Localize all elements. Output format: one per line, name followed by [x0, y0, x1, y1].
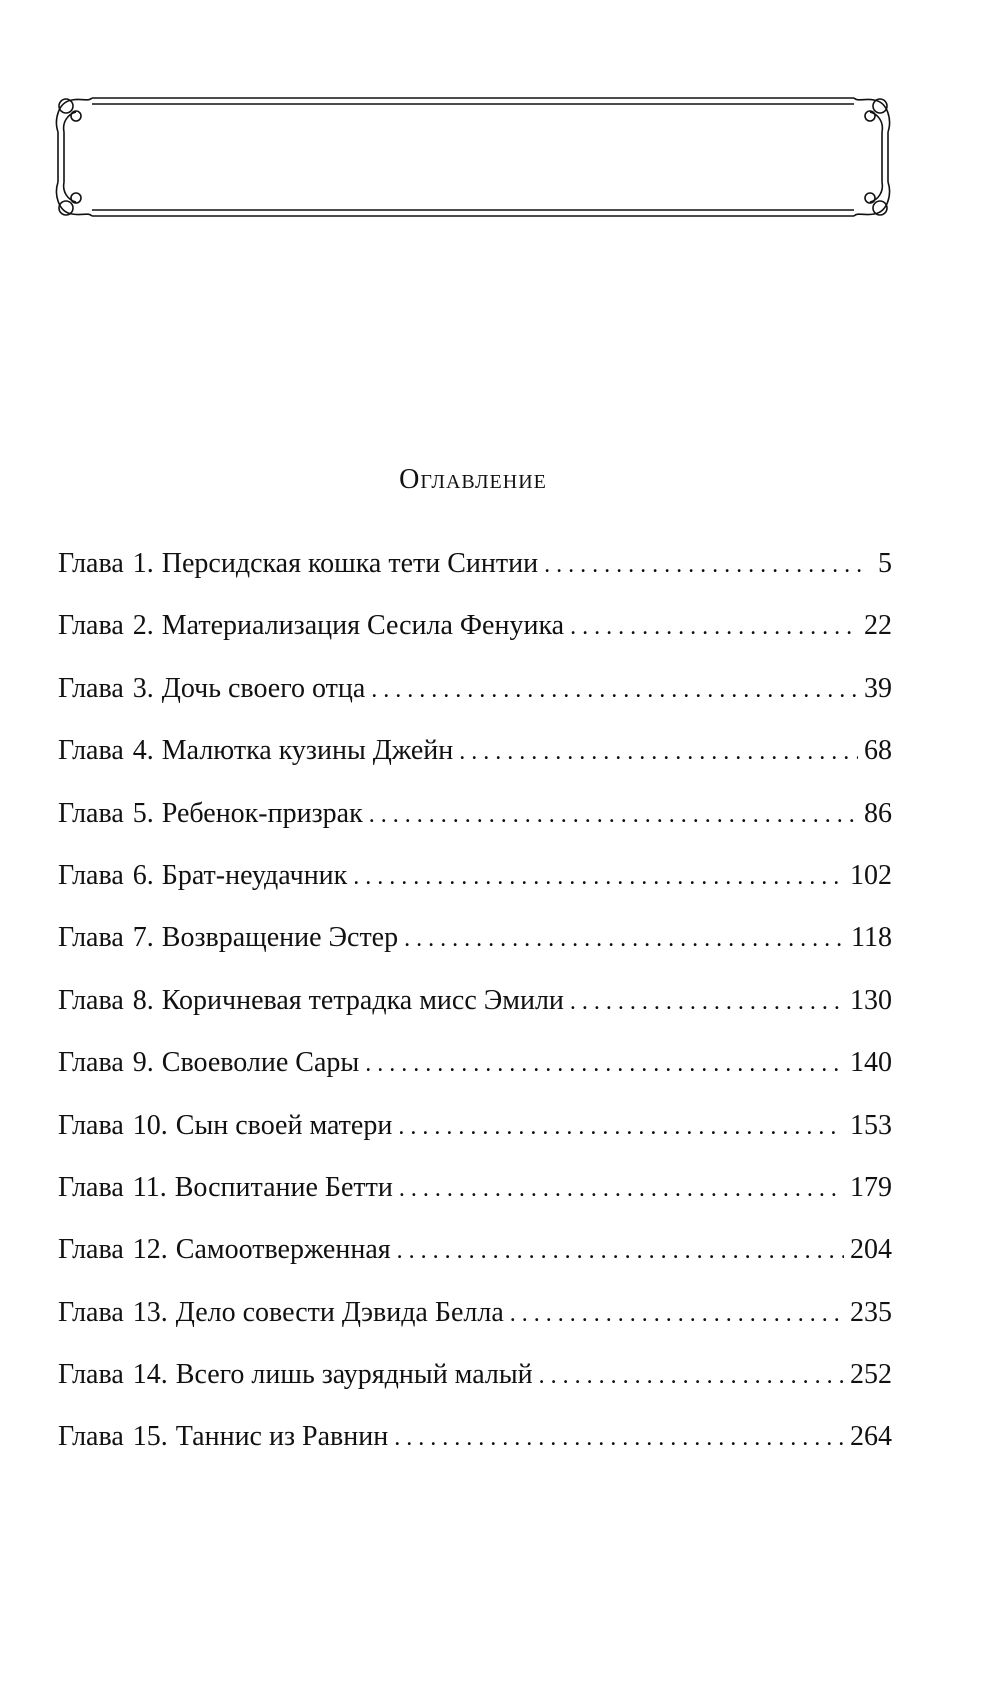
- toc-entry: [58, 1045, 892, 1107]
- toc-entry: [58, 608, 892, 670]
- chapter-word: Глава: [58, 610, 124, 642]
- page-number: 235: [850, 1296, 892, 1328]
- page-number: 86: [864, 797, 892, 829]
- chapter-number: 11.: [132, 1171, 167, 1203]
- table-of-contents: [58, 546, 892, 1482]
- chapter-title: Возвращение Эстер: [161, 922, 399, 954]
- chapter-number: 5.: [132, 797, 154, 829]
- chapter-title: Коричневая тетрадка мисс Эмили: [161, 984, 564, 1016]
- toc-entry: [58, 1357, 892, 1419]
- chapter-title: Брат-неудачник: [161, 859, 348, 891]
- page-number: 118: [851, 922, 892, 954]
- chapter-number: 4.: [132, 735, 154, 767]
- chapter-title: Персидская кошка тети Синтии: [161, 548, 539, 579]
- chapter-title: Самоотверженная: [175, 1234, 391, 1266]
- chapter-number: 3.: [132, 672, 154, 704]
- corner-scroll-bottom-right: [854, 182, 889, 216]
- chapter-number: 12.: [132, 1234, 168, 1266]
- ornamental-frame: [52, 92, 894, 222]
- page-number: 102: [850, 859, 892, 891]
- page-number: 130: [850, 984, 892, 1016]
- chapter-word: Глава: [58, 984, 124, 1016]
- chapter-word: Глава: [58, 1421, 124, 1453]
- dot-leader: [398, 1109, 844, 1145]
- chapter-title: Своеволие Сары: [161, 1047, 360, 1079]
- chapter-number: 14.: [132, 1359, 168, 1391]
- toc-entry: [58, 1419, 892, 1481]
- dot-leader: [369, 797, 858, 833]
- dot-leader: [365, 1046, 844, 1082]
- toc-entry: [58, 733, 892, 795]
- chapter-title: Воспитание Бетти: [174, 1171, 393, 1203]
- corner-scroll-top-left: [57, 98, 92, 132]
- chapter-word: Глава: [58, 1234, 124, 1266]
- page-number: 140: [850, 1047, 892, 1079]
- chapter-word: Глава: [58, 1359, 124, 1391]
- chapter-word: Глава: [58, 859, 124, 891]
- page-number: 179: [850, 1171, 892, 1203]
- corner-scroll-top-right: [854, 98, 889, 132]
- chapter-title: Дочь своего отца: [161, 672, 366, 704]
- chapter-title: Всего лишь заурядный малый: [175, 1359, 533, 1391]
- chapter-number: 2.: [132, 610, 154, 642]
- chapter-number: 8.: [132, 984, 154, 1016]
- page-number: 5: [878, 548, 892, 579]
- dot-leader: [459, 734, 858, 770]
- dot-leader: [353, 859, 844, 895]
- chapter-title: Сын своей матери: [175, 1109, 393, 1141]
- toc-entry: [58, 1295, 892, 1357]
- toc-entry: [58, 1232, 892, 1294]
- toc-entry: [58, 546, 892, 608]
- dot-leader: [404, 921, 845, 957]
- chapter-number: 9.: [132, 1047, 154, 1079]
- dot-leader: [394, 1420, 844, 1456]
- page-number: 204: [850, 1234, 892, 1266]
- page-number: 252: [850, 1359, 892, 1391]
- toc-entry: [58, 1108, 892, 1170]
- toc-title: Оглавление: [399, 464, 547, 495]
- chapter-word: Глава: [58, 1109, 124, 1141]
- page-number: 264: [850, 1421, 892, 1453]
- chapter-word: Глава: [58, 1047, 124, 1079]
- chapter-title: Ребенок-призрак: [161, 797, 363, 829]
- chapter-number: 6.: [132, 859, 154, 891]
- dot-leader: [399, 1171, 844, 1207]
- chapter-word: Глава: [58, 672, 124, 704]
- chapter-number: 15.: [132, 1421, 168, 1453]
- chapter-title: Дело совести Дэвида Белла: [175, 1296, 504, 1328]
- toc-entry: [58, 1170, 892, 1232]
- chapter-title: Материализация Сесила Фенуика: [161, 610, 565, 642]
- chapter-word: Глава: [58, 735, 124, 767]
- chapter-word: Глава: [58, 1296, 124, 1328]
- dot-leader: [371, 672, 858, 708]
- chapter-title: Таннис из Равнин: [175, 1421, 389, 1453]
- chapter-word: Глава: [58, 1171, 124, 1203]
- dot-leader: [397, 1233, 844, 1269]
- chapter-number: 7.: [132, 922, 154, 954]
- toc-entry: [58, 796, 892, 858]
- page-number: 68: [864, 735, 892, 767]
- chapter-title: Малютка кузины Джейн: [161, 735, 454, 767]
- chapter-word: Глава: [58, 548, 124, 579]
- page-number: 153: [850, 1109, 892, 1141]
- toc-entry: [58, 671, 892, 733]
- dot-leader: [539, 1358, 844, 1394]
- chapter-word: Глава: [58, 797, 124, 829]
- dot-leader: [510, 1296, 844, 1332]
- chapter-number: 10.: [132, 1109, 168, 1141]
- toc-entry: [58, 920, 892, 982]
- toc-entry: [58, 983, 892, 1045]
- page-number: 22: [864, 610, 892, 642]
- dot-leader: [570, 609, 858, 645]
- dot-leader: [544, 547, 866, 583]
- toc-entry: [58, 858, 892, 920]
- dot-leader: [570, 984, 844, 1020]
- chapter-number: 13.: [132, 1296, 168, 1328]
- chapter-word: Глава: [58, 922, 124, 954]
- page-number: 39: [864, 672, 892, 704]
- chapter-number: 1.: [132, 548, 154, 579]
- corner-scroll-bottom-left: [57, 182, 92, 216]
